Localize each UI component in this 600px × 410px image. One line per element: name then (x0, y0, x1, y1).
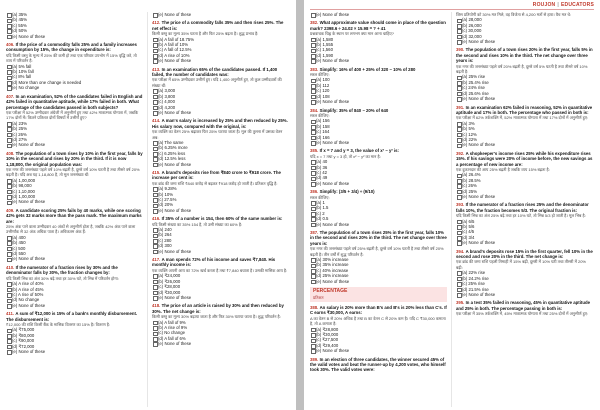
question-block (152, 12, 289, 17)
question-hindi: एक परीक्षा में 62% तर्कशक्ति में, 52% मात्रात्मक योग्यता में तथा 17% दोनों में अनुत्तीर्ण हुए: (456, 115, 589, 121)
question-number: 416. (152, 216, 161, 222)
question-number: 391. (456, 104, 465, 110)
question-number: 411. (6, 311, 15, 317)
answer-option: (a) 25% rise (456, 74, 593, 79)
question-block (310, 20, 447, 63)
column-4 (456, 12, 593, 407)
question-text: A shopkeeper's income rises 25% while his expenditure rises 15%. If his savings were 20% of income before, the new savings as a percentage of new income are: (456, 150, 593, 167)
question-block (152, 170, 289, 213)
question-block (456, 105, 593, 148)
header-subtitle: EDUCATORS (560, 2, 594, 8)
answer-option: (a) ₹24,000 (152, 273, 289, 278)
answer-option: (e) None of these (152, 208, 289, 213)
answer-option: (d) 1,590 (310, 53, 447, 58)
answer-option: (c) 30,000 (456, 28, 593, 33)
question-text-line (6, 151, 143, 167)
answer-option: (e) None of these (456, 142, 593, 147)
question-text: Simplify: 16% of 400 + 25% of 320 − 10% of 280 (319, 66, 416, 72)
question-block (310, 108, 447, 146)
question-number: 417. (152, 257, 161, 263)
answer-option: (b) ₹80,000 (6, 333, 143, 338)
answer-option: (b) 10% (152, 192, 289, 197)
answer-option: (e) None of these (310, 348, 447, 353)
question-hindi: एक व्यक्ति का वेतन 25% बढ़ाकर फिर 25% घटाया जाता है। मूल की तुलना में उसका वेतन अब: (152, 129, 283, 140)
question-text: A brand's deposits rise from ₹840 crore to ₹918 crore. The increase per cent is: (152, 169, 281, 181)
answer-option: (d) 21.5% rise (456, 287, 593, 292)
answer-option: (c) ₹27,500 (310, 337, 447, 342)
answer-option: (d) 50% (6, 28, 143, 33)
answer-option: (a) 23% (6, 121, 143, 126)
question-number: 384. (310, 107, 319, 113)
question-text: In an examination 65% of the candidates passed. If 1,400 failed, the number of candidates was: (152, 66, 278, 78)
question-text: In an examination, 52% of the candidates failed in English and 42% failed in quantitative aptitude, while 17% failed in both. What percentage of the candidates passed in both subjects? (6, 93, 143, 110)
answer-option: (d) 20% (152, 202, 289, 207)
question-number: 392. (456, 150, 465, 156)
answer-option: (c) 6.25% less (152, 151, 289, 156)
question-block (6, 12, 143, 39)
question-hindi: यदि किसी वस्तु के मूल्य में 25% की कमी हो तथा एक परिवार उपभोग में 15% वृद्धि करे, तो व्यय में परिवर्तन है: (6, 52, 137, 64)
answer-option: (b) 3,800 (152, 94, 289, 99)
answer-option: (a) 40 (310, 159, 447, 164)
question-number: 418. (152, 303, 161, 309)
question-hindi: यदि किसी भिन्न का अंश 25% बढ़े तथा हर 10% घटे, तो भिन्न 5/3 हो जाती है। मूल भिन्न है: (456, 213, 586, 219)
question-text-line (6, 208, 143, 224)
answer-option: (c) 1,10,000 (6, 189, 143, 194)
answer-option: (b) 1.5 (310, 205, 447, 210)
section-heading (310, 287, 447, 302)
answer-option: (a) 400 (6, 235, 143, 240)
question-text: A sum of ₹12,000 is 15% of a bank's monthly disbursement. The disbursement is: (6, 311, 138, 322)
question-text-line (6, 265, 143, 276)
answer-option: (a) 9.28% (152, 186, 289, 191)
answer-option: (e) None of these (456, 39, 593, 44)
answer-option: (d) ₹30,000 (152, 290, 289, 295)
answer-option: (e) None of these (310, 58, 447, 63)
question-text-line (6, 42, 143, 53)
column-divider (147, 12, 148, 407)
answer-option: (a) 156 (310, 118, 447, 123)
answer-option: (b) 25.4% rise (456, 80, 593, 85)
question-number: 383. (310, 66, 319, 72)
question-hindi: सरल कीजिए: (310, 72, 330, 78)
answer-option: (e) None of these (152, 295, 289, 300)
answer-option: (b) A rise of 45% (6, 287, 143, 292)
answer-option: (c) 120 (310, 88, 447, 93)
answer-option: (c) 500 (6, 246, 143, 251)
answer-option: (b) 98,000 (6, 183, 143, 188)
question-text: A brand's deposits rose 15% in the first quarter, fell 10% in the second and rose 20% in the third. The net change is: (456, 248, 593, 260)
question-block (152, 216, 289, 254)
answer-option: (d) 550 (6, 251, 143, 256)
question-hindi: किसी वस्तु का मूल्य 35% घटता है और फिर 25% बढ़ता है। शुद्ध प्रभाव है: (152, 31, 259, 37)
answer-option: (c) 27.5% (152, 197, 289, 202)
question-hindi: यदि x = 7 तथा y = 3 हो, तो x² − y² का मान है: (310, 153, 381, 159)
question-hindi: सरल कीजिए: (310, 112, 330, 118)
column-1 (6, 12, 143, 407)
answer-option: (d) No change (6, 297, 143, 302)
answer-option: (a) A fall of 18.75% (152, 37, 289, 42)
running-header: ROUJON | EDUCATORS (532, 2, 594, 8)
question-hindi: एक व्यक्ति अपनी आय का 72% खर्च करता है तथा ₹7,840 बचाता है। उसकी मासिक आय है: (152, 267, 288, 273)
question-hindi: एक ब्रांड की जमा राशि पहली तिमाही में 15% बढ़ी, दूसरी में 10% घटी तथा तीसरी में 20% बढ़ी: (456, 259, 586, 270)
answer-option: (c) A fall of 12.5% (152, 47, 289, 52)
question-text-line (6, 94, 143, 110)
question-text-line (310, 305, 447, 316)
question-block (310, 67, 447, 105)
answer-option: (c) 55% (6, 23, 143, 28)
answer-option: (e) None of these (310, 222, 447, 227)
answer-option: (a) 1 (310, 200, 447, 205)
answer-option: (d) More than one change is needed (6, 80, 143, 85)
answer-option: (b) 264 (152, 232, 289, 237)
answer-option: (b) ₹30,000 (310, 332, 447, 337)
question-text: In an election of three candidates, the winner secured 45% of the valid votes and beat the runner-up by 4,200 votes, who himself took 30%. The valid votes were: (310, 356, 446, 373)
answer-option: (d) A fall of 6% (152, 336, 289, 341)
question-text-line (310, 357, 447, 373)
answer-option: (e) None of these (310, 99, 447, 104)
question-text: Simplify: 35% of 840 − 20% of 640 (319, 107, 389, 113)
question-text: What approximate value should come in place of the question mark? 2398.6 ÷ 24.02 × 15.98 = ? + 41 (310, 20, 446, 31)
question-text: If the numerator of a fraction rises 25% and the denominator falls 10%, the fraction becomes 5/3. The original fraction is: (456, 202, 589, 213)
answer-option: (d) ₹72,000 (6, 344, 143, 349)
answer-option: (b) A rise of 9% (152, 325, 289, 330)
answer-option: (a) 5% fall (6, 64, 143, 69)
question-block (6, 151, 143, 205)
question-hindi: एक परीक्षा में 65% उम्मीदवार उत्तीर्ण हुए। यदि 1,400 अनुत्तीर्ण हुए, तो कुल उम्मीदवारों की संख्या थी: (152, 77, 282, 88)
answer-option: (b) 28.5% (456, 178, 593, 183)
answer-option: (d) 25.6% rise (456, 91, 593, 96)
answer-option: (c) No change (152, 330, 289, 335)
question-number: 407. (6, 93, 15, 99)
answer-option: (e) None of these (456, 96, 593, 101)
answer-option: (b) 24.2% rise (456, 276, 593, 281)
question-block (310, 230, 447, 284)
answer-option: (c) 26% (456, 183, 593, 188)
question-hindi: ₹12,000 की राशि किसी बैंक के मासिक वितरण का 15% है। वितरण है: (6, 321, 111, 327)
section-title: PERCENTAGE (313, 288, 348, 295)
page-right (304, 0, 600, 410)
answer-option: (b) 5% (456, 126, 593, 131)
question-text: In an examination 62% failed in reasoning, 52% in quantitative aptitude and 17% in both. The percentage who passed in both is: (456, 104, 593, 115)
answer-option: (c) 4,000 (152, 99, 289, 104)
answer-option: (e) None of these (310, 12, 447, 17)
answer-option: (c) 12% (456, 132, 593, 137)
header-brand: ROUJON (532, 2, 556, 8)
answer-option: (b) ₹26,000 (152, 279, 289, 284)
answer-option: (e) None of these (6, 34, 143, 39)
answer-option: (e) None of these (152, 58, 289, 63)
answer-option: (a) 100 (310, 77, 447, 82)
question-text: Simplify: (3/5 + 3/4) ÷ (9/10) (319, 189, 375, 195)
question-text-line (152, 20, 289, 31)
question-text: If x = 7 and y = 3, the value of x² − y² is: (319, 148, 399, 154)
answer-option: (d) 1,00,000 (6, 194, 143, 199)
answer-option: (d) 300 (152, 243, 289, 248)
question-number: 413. (152, 66, 161, 72)
question-number: 390. (456, 47, 465, 53)
question-block (310, 12, 447, 17)
question-text: A man's salary is increased by 25% and then reduced by 25%. His salary now, compared with the original, is: (152, 118, 288, 129)
answer-option: (b) 6.25% more (152, 145, 289, 150)
question-text-line (152, 118, 289, 129)
question-hindi: यदि किसी संख्या का 35% 154 है, तो उसी संख्या का 60% है: (152, 221, 243, 227)
question-number: 406. (6, 42, 15, 48)
question-text-line (310, 20, 447, 31)
answer-option: (d) 108 (310, 94, 447, 99)
answer-option: (e) None of these (152, 162, 289, 167)
answer-option: (b) 35% increase (310, 262, 447, 267)
question-block (6, 94, 143, 148)
question-number: 410. (6, 264, 15, 270)
question-block (152, 303, 289, 346)
answer-option: (c) ₹28,000 (152, 284, 289, 289)
answer-option: (d) 12.5% less (152, 156, 289, 161)
question-text-line (152, 216, 289, 221)
answer-option: (c) ₹90,000 (6, 338, 143, 343)
question-hindi: एक दुकानदार की आय 25% बढ़ती है जबकि व्यय 15% बढ़ता है: (456, 166, 550, 172)
answer-option: (e) None of these (6, 142, 143, 147)
question-hindi: जिस प्रतियोगी को 30% मत मिले, वह विजेता से 4,200 मतों से हारा। वैध मत थे: (456, 12, 572, 17)
question-text-line (456, 202, 593, 213)
question-number: 408. (6, 150, 15, 156)
answer-option: (d) 25% increase (310, 273, 447, 278)
question-hindi: किसी वस्तु का मूल्य 30% बढ़ाया जाता है और फिर 30% घटाया जाता है। शुद्ध परिवर्तन है: (152, 314, 281, 320)
answer-option: (e) None of these (6, 303, 143, 308)
answer-option: (d) 166 (310, 135, 447, 140)
answer-option: (c) 8% fall (6, 74, 143, 79)
answer-option: (d) 32,000 (456, 34, 593, 39)
question-block (152, 67, 289, 116)
question-hindi: एक परीक्षा में 35% तर्कशक्ति में, 45% मात्रात्मक योग्यता में तथा 25% दोनों में अनुत्तीर्ण हुए: (456, 311, 589, 317)
question-block (152, 118, 289, 167)
answer-option: (a) 3% (456, 121, 593, 126)
question-block (456, 202, 593, 245)
answer-option: (a) 28,000 (456, 17, 593, 22)
answer-option: (e) None of these (152, 249, 289, 254)
question-block (456, 151, 593, 200)
answer-option: (b) 450 (6, 240, 143, 245)
question-text: In a test 35% failed in reasoning, 45% in quantitative aptitude and 25% in both. The percentage passing in both is: (456, 300, 590, 311)
answer-option: (d) 0.5 (310, 216, 447, 221)
answer-option: (b) 158 (310, 124, 447, 129)
column-divider (451, 12, 452, 407)
section-subtitle: प्रतिशत (313, 294, 324, 300)
question-text: If 35% of a number is 154, then 60% of the same number is: (161, 216, 283, 222)
answer-option: (d) 22% (456, 137, 593, 142)
question-block (152, 257, 289, 300)
question-hindi: एक परीक्षा में 52% उम्मीदवार अंग्रेजी में अनुत्तीर्ण हुए तथा 42% मात्रात्मक योग्यता में, जबकि 17% दोनों में। कितने प्रतिशत दोनों विषयों में उत्तीर्ण हुए? (6, 109, 139, 121)
answer-option: (b) A fall of 10% (152, 42, 289, 47)
question-number: 386. (310, 189, 319, 195)
question-hindi: 25% अंक पाने वाला उम्मीदवार 40 अंकों से अनुत्तीर्ण होता है, जबकि 42% अंक पाने वाला उत्तीर्णांक से 32 अंक अधिक पाता है। अधिकतम अंक हैं: (6, 224, 136, 235)
question-text-line (456, 151, 593, 167)
question-block (6, 42, 143, 91)
question-hindi: सरल कीजिए: (310, 194, 330, 200)
question-text-line (456, 300, 593, 311)
answer-option: (c) 24% rise (456, 85, 593, 90)
question-block (310, 357, 447, 373)
question-block (310, 189, 447, 227)
answer-option: (c) 2 (310, 211, 447, 216)
page-gutter (296, 0, 304, 410)
answer-option: (e) None of these (456, 240, 593, 245)
answer-option: (d) 4,200 (152, 105, 289, 110)
question-number: 394. (456, 248, 465, 254)
answer-option: (e) None of these (456, 194, 593, 199)
question-number: 415. (152, 169, 161, 175)
answer-option: (d) 27% (6, 137, 143, 142)
question-block (456, 12, 593, 44)
answer-option: (b) 112 (310, 83, 447, 88)
question-block (152, 20, 289, 63)
question-text-line (6, 311, 143, 322)
question-number: 388. (310, 304, 319, 310)
answer-option: (b) 36 (310, 165, 447, 170)
answer-option: (a) 6/5 (456, 219, 593, 224)
question-number: 382. (310, 20, 319, 26)
question-block (6, 208, 143, 262)
question-block (310, 305, 447, 354)
answer-option: (d) 25% (456, 189, 593, 194)
question-block (456, 47, 593, 101)
question-text-line (152, 257, 289, 268)
answer-option: (a) The same (152, 140, 289, 145)
answer-option: (a) ₹75,000 (6, 327, 143, 332)
answer-option: (a) 240 (152, 227, 289, 232)
answer-option: (c) 40% increase (310, 268, 447, 273)
answer-option: (e) None of these (6, 199, 143, 204)
answer-option: (c) 42 (310, 170, 447, 175)
question-hindi: एक नगर की जनसंख्या पहले वर्ष 10% बढ़ती है, दूसरे वर्ष 10% घटती है तथा तीसरे वर्ष 20% बढ़ती है। यदि अब यह 1,18,800 है, तो मूल जनसंख्या थी: (6, 166, 140, 178)
answer-option: (e) None of these (152, 341, 289, 346)
page-left (0, 0, 296, 410)
answer-option: (b) 5/6 (456, 224, 593, 229)
question-hindi: यदि किसी भिन्न का अंश 30% बढ़े तथा हर 30% घटे, तो भिन्न में परिवर्तन होगा: (6, 275, 119, 281)
answer-option: (a) A fall of 9% (152, 320, 289, 325)
question-hindi: एक नगर की जनसंख्या पहले वर्ष 20% बढ़ती है, दूसरे वर्ष 5% घटती है तथा तीसरे वर्ष 10% बढ़ती है: (456, 63, 588, 75)
question-number: 389. (310, 356, 319, 362)
question-block (456, 300, 593, 316)
question-text: If the price of a commodity falls 25% and a family increases consumption by 15%, the change in expenditure is: (6, 42, 137, 53)
question-number: 412. (152, 20, 161, 26)
answer-option: (b) 26,000 (456, 23, 593, 28)
answer-option: (c) 164 (310, 129, 447, 134)
question-text: A candidate scoring 25% fails by 40 marks, while one scoring 42% gets 32 marks more than the pass mark. The maximum marks are: (6, 207, 142, 224)
question-text: An salary is 20% more than B's and B's is 20% less than C's. If C earns ₹30,000, A earns: (310, 304, 447, 316)
answer-option: (d) 3/4 (456, 235, 593, 240)
answer-option: (c) 4/5 (456, 229, 593, 234)
question-block (310, 148, 447, 186)
answer-option: (b) 10% fall (6, 69, 143, 74)
answer-option: (a) 1,580 (310, 37, 447, 42)
question-text-line (456, 105, 593, 116)
question-number: 387. (310, 230, 319, 236)
answer-option: (a) 3,000 (152, 88, 289, 93)
answer-option: (e) None of these (310, 181, 447, 186)
column-3 (310, 12, 447, 407)
header-rule (310, 9, 594, 10)
answer-option: (b) 25% (6, 126, 143, 131)
answer-option: (e) None of these (152, 12, 289, 17)
question-text: A man spends 72% of his income and saves ₹7,840. His monthly income is: (152, 257, 276, 268)
answer-option: (c) 26% (6, 132, 143, 137)
answer-option: (d) A rise of 10% (152, 53, 289, 58)
question-text-line (456, 249, 593, 260)
question-hindi: A का वेतन B से 20% अधिक है तथा B का वेतन C से 20% कम है। यदि C ₹30,000 कमाता है, तो A कमाता है: (310, 315, 446, 327)
question-text: The population of a town rises 25% in the first year, falls 10% in the second and rises 20% in the third. The net change over three years is: (310, 230, 447, 246)
answer-option: (e) None of these (6, 349, 143, 354)
answer-option: (c) A rise of 50% (6, 292, 143, 297)
question-text: The population of a town rises by 10% in the first year, falls by 10% in the second and rises by 20% in the third. If it is now 1,18,800, the original population was: (6, 150, 143, 167)
column-2 (152, 12, 289, 407)
question-text-line (152, 303, 289, 314)
answer-option: (c) 1,560 (310, 47, 447, 52)
question-text: The population of a town rises 20% in the first year, falls 5% in the second and rises 10% in the third. The net change over three years is: (456, 47, 593, 64)
question-text: If the numerator of a fraction rises by 30% and the denominator falls by 30%, the fraction changes by: (6, 264, 118, 276)
answer-option: (d) 49 (310, 175, 447, 180)
answer-option: (c) 25% rise (456, 281, 593, 286)
question-number: 385. (310, 148, 319, 154)
answer-option: (a) A rise of 40% (6, 281, 143, 286)
answer-option: (a) 30% increase (310, 257, 447, 262)
question-block (456, 249, 593, 298)
question-block (6, 265, 143, 308)
question-number: 393. (456, 202, 465, 208)
question-text: The price of an article is raised by 30% and then reduced by 30%. The net change is: (152, 303, 284, 314)
question-hindi: एक ब्रांड की जमा राशि ₹840 करोड़ से बढ़कर ₹918 करोड़ हो जाती है। प्रतिशत वृद्धि है: (152, 180, 278, 186)
question-block (6, 311, 143, 354)
question-hindi: प्रश्नवाचक चिह्न के स्थान पर लगभग क्या मान आना चाहिए? (310, 31, 394, 37)
answer-option: (a) 26.4% (456, 172, 593, 177)
answer-option: (e) No change (6, 85, 143, 90)
answer-option: (b) 1,555 (310, 42, 447, 47)
question-text-line (152, 170, 289, 181)
question-number: 414. (152, 118, 161, 124)
question-number: 395. (456, 300, 465, 306)
answer-option: (a) 22% rise (456, 270, 593, 275)
answer-option: (e) None of these (310, 140, 447, 145)
answer-option: (e) None of these (310, 279, 447, 284)
answer-option: (e) None of these (456, 292, 593, 297)
answer-option: (a) 35% (6, 12, 143, 17)
question-text-line (152, 67, 289, 78)
answer-option: (d) ₹29,400 (310, 343, 447, 348)
question-text-line (456, 47, 593, 63)
answer-option: (a) 1,00,000 (6, 178, 143, 183)
question-text-line (310, 230, 447, 246)
question-text: The price of a commodity falls 35% and then rises 25%. The net effect is: (152, 20, 284, 31)
question-number: 409. (6, 207, 15, 213)
answer-option: (b) 45% (6, 17, 143, 22)
answer-option: (e) None of these (152, 110, 289, 115)
answer-option: (a) ₹28,800 (310, 327, 447, 332)
answer-option: (e) None of these (6, 256, 143, 261)
answer-option: (c) 280 (152, 238, 289, 243)
question-hindi: एक नगर की जनसंख्या पहले वर्ष 25% बढ़ती है, दूसरे वर्ष 10% घटती है तथा तीसरे वर्ष 20% बढ़ती है। तीन वर्षों में शुद्ध परिवर्तन है: (310, 246, 444, 257)
